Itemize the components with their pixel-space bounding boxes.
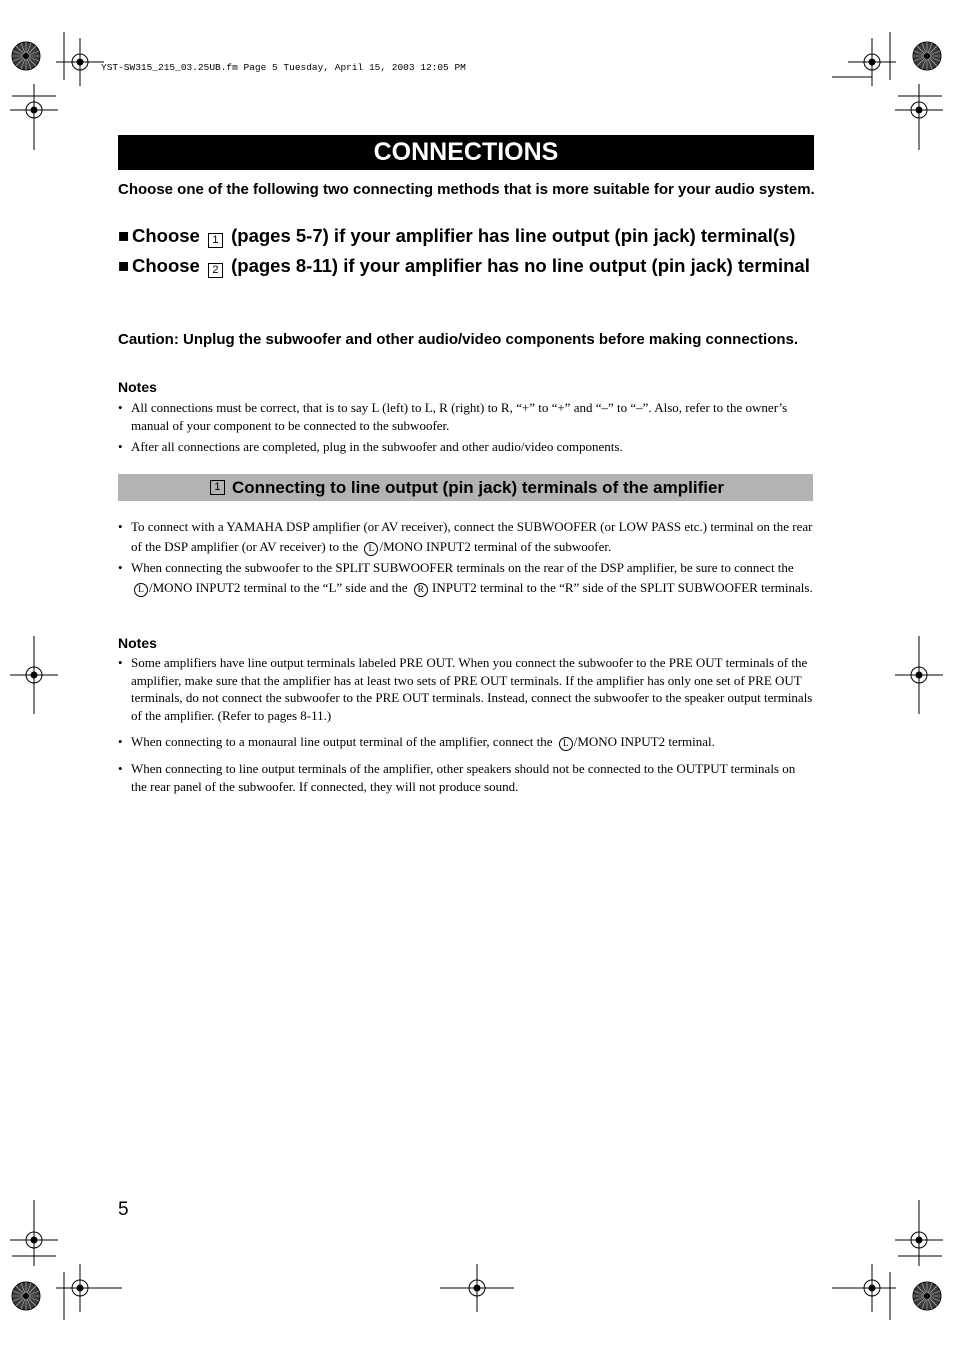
bullet: • [118, 761, 123, 776]
registration-mark [848, 38, 896, 86]
rosette-mark-bottom-right [913, 1282, 941, 1310]
note-text: When connecting to a monaural line output terminal of the amplifier, connect the [131, 734, 553, 749]
circle-l-symbol: L [559, 737, 573, 751]
page-number: 5 [118, 1199, 129, 1220]
choice-prefix: Choose [132, 225, 200, 246]
page-title [118, 135, 814, 170]
caution-text: Caution: Unplug the subwoofer and other audio/video components before making connections. [118, 331, 799, 348]
list-item [118, 733, 814, 751]
rosette-mark-top-right [913, 42, 941, 70]
bullet: • [118, 655, 123, 670]
bullet: • [118, 519, 123, 534]
list-item [118, 654, 814, 724]
bullet: • [118, 560, 123, 575]
rosette-mark-bottom-left [12, 1282, 40, 1310]
note-text: Some amplifiers have line output terminals labeled PRE OUT. When you connect the subwoofer to the PRE OUT terminals of the amplifier, make sure that the amplifier has at least two sets of PRE OUT terminals. If the amplifier has only one set of PRE OUT terminals, do not connect the subwoofer to the PRE OUT terminals. Instead, connect the subwoofer to the speaker output terminals of the amplifier. (Refer to pages 8-11.) [131, 655, 813, 723]
instruction-text: /MONO INPUT2 terminal of the subwoofer. [379, 538, 612, 554]
square-bullet: ■ [118, 225, 130, 246]
intro-text: Choose one of the following two connecting methods that is more suitable for your audio system. [118, 181, 815, 198]
notes-list-1 [118, 399, 814, 456]
circle-r-symbol: R [414, 583, 428, 597]
square-bullet: ■ [118, 255, 130, 276]
number-box-2: 2 [208, 263, 223, 278]
number-box-1: 1 [208, 233, 223, 248]
choice-1 [118, 224, 818, 248]
instruction-text: INPUT2 terminal to the “R” side of the SPLIT SUBWOOFER terminals. [432, 579, 813, 595]
registration-mark [56, 38, 104, 86]
instructions-list [118, 517, 814, 597]
choice-text: (pages 5-7) if your amplifier has line output (pin jack) terminal(s) [231, 225, 796, 246]
list-item [118, 517, 814, 556]
bullet: • [118, 439, 123, 454]
section-heading [118, 474, 813, 501]
instruction-text: To connect with a YAMAHA DSP amplifier (or AV receiver), connect the SUBWOOFER (or LOW PASS etc.) terminal on the rear of the DSP amplifier (or AV receiver) to the [131, 519, 813, 554]
bullet: • [118, 734, 123, 749]
note-text: After all connections are completed, plug in the subwoofer and other audio/video components. [131, 439, 623, 454]
list-item [118, 399, 814, 434]
choice-2 [118, 254, 818, 278]
list-item [118, 438, 814, 456]
notes-list-2 [118, 654, 814, 795]
section-title: Connecting to line output (pin jack) terminals of the amplifier [231, 477, 725, 497]
circle-l-symbol: L [364, 542, 378, 556]
file-header: YST-SW315_215_03.25UB.fm Page 5 Tuesday, April 15, 2003 12:05 PM [101, 62, 466, 73]
section-number-box: 1 [210, 480, 225, 495]
choice-prefix: Choose [132, 255, 200, 276]
bullet: • [118, 400, 123, 415]
instruction-text: When connecting the subwoofer to the SPLIT SUBWOOFER terminals on the rear of the DSP amplifier, be sure to connect the [131, 560, 794, 575]
page-title-text: CONNECTIONS [373, 138, 559, 166]
note-text: All connections must be correct, that is to say L (left) to L, R (right) to R, “+” to “+” and “–” to “–”. Also, refer to the owner’s manual of your component to be connected to the subwoofer. [131, 400, 788, 433]
note-text: When connecting to line output terminals of the amplifier, other speakers should not be connected to the OUTPUT terminals on the rear panel of the subwoofer. If connected, they will not produce sound. [131, 761, 796, 794]
note-text: /MONO INPUT2 terminal. [573, 734, 715, 749]
list-item [118, 760, 814, 795]
instruction-text: /MONO INPUT2 terminal to the “L” side and the [149, 579, 408, 595]
rosette-mark-top-left [12, 42, 40, 70]
list-item [118, 558, 814, 597]
choice-text: (pages 8-11) if your amplifier has no line output (pin jack) terminal [231, 255, 810, 276]
notes-heading: Notes [118, 379, 157, 395]
notes-heading: Notes [118, 635, 157, 651]
circle-l-symbol: L [134, 583, 148, 597]
